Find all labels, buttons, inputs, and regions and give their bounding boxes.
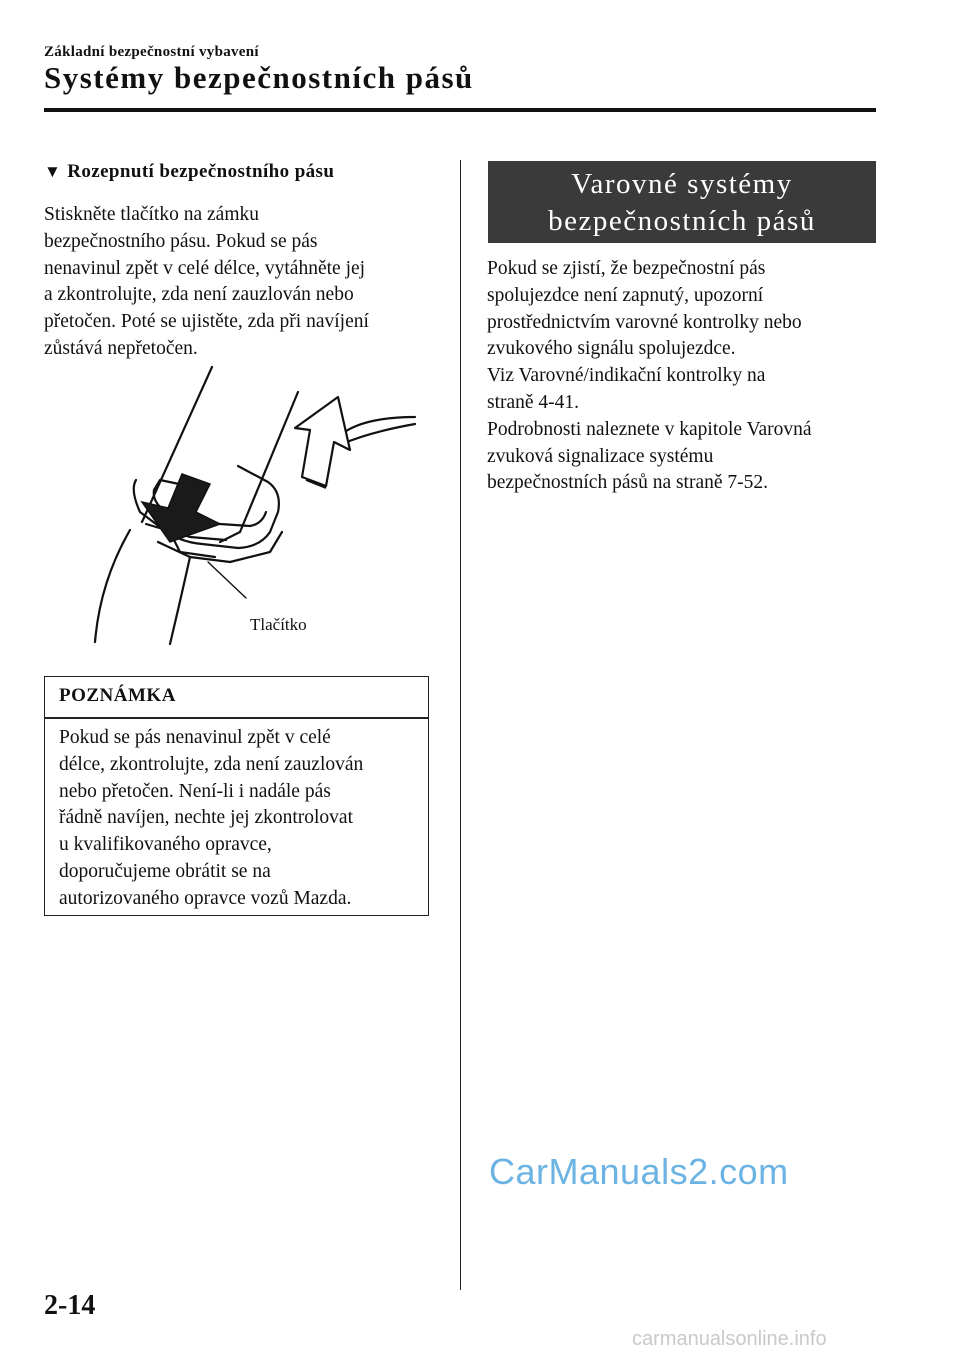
- subheading-text: Rozepnutí bezpečnostního pásu: [67, 161, 335, 182]
- chapter-title: Systémy bezpečnostních pásů: [44, 60, 474, 95]
- paragraph-line: spolujezdce není zapnutý, upozorní: [487, 284, 764, 306]
- banner-line: bezpečnostních pásů: [548, 205, 816, 237]
- paragraph-line: přetočen. Poté se ujistěte, zda při navíjení: [44, 311, 369, 333]
- section-label: Základní bezpečnostní vybavení: [44, 44, 259, 60]
- note-text: [59, 725, 419, 913]
- note-line: u kvalifikovaného opravce,: [59, 834, 272, 856]
- page-number: 2-14: [44, 1290, 96, 1321]
- paragraph-line: bezpečnostních pásů na straně 7-52.: [487, 472, 769, 494]
- paragraph-line: Pokud se zjistí, že bezpečnostní pás: [487, 258, 766, 279]
- instructions-paragraph: [44, 202, 444, 363]
- note-line: Pokud se pás nenavinul zpět v celé: [59, 727, 331, 748]
- column-divider: [460, 160, 461, 1290]
- note-line: autorizovaného opravce vozů Mazda.: [59, 887, 352, 909]
- buckle-drawing: [70, 362, 450, 652]
- note-line: doporučujeme obrátit se na: [59, 860, 271, 882]
- note-title-rule: [45, 717, 428, 719]
- triangle-bullet-icon: ▼: [44, 162, 62, 181]
- subheading: [44, 161, 334, 183]
- paragraph-line: bezpečnostního pásu. Pokud se pás: [44, 230, 318, 252]
- footer-site-watermark: carmanualsonline.info: [632, 1328, 827, 1350]
- paragraph-line: Podrobnosti naleznete v kapitole Varovná: [487, 418, 812, 440]
- paragraph-line: zvukového signálu spolujezdce.: [487, 338, 736, 360]
- paragraph-line: nenavinul zpět v celé délce, vytáhněte jej: [44, 257, 366, 279]
- note-line: délce, zkontrolujte, zda není zauzlován: [59, 753, 364, 775]
- header-rule: [44, 108, 876, 112]
- section-banner: [488, 161, 876, 243]
- paragraph-line: a zkontrolujte, zda není zauzlován nebo: [44, 284, 354, 306]
- banner-line: Varovné systémy: [571, 168, 793, 200]
- note-title: POZNÁMKA: [59, 685, 176, 706]
- paragraph-line: prostřednictvím varovné kontrolky nebo: [487, 311, 802, 333]
- note-line: řádně navíjen, nechte jej zkontrolovat: [59, 807, 354, 829]
- watermark-logo: CarManuals2.com: [489, 1151, 789, 1192]
- seatbelt-buckle-illustration: [70, 362, 450, 652]
- warning-paragraph: [487, 256, 887, 497]
- paragraph-line: zůstává nepřetočen.: [44, 337, 198, 359]
- note-box: [44, 676, 429, 916]
- paragraph-line: Viz Varovné/indikační kontrolky na: [487, 365, 766, 387]
- paragraph-line: straně 4-41.: [487, 391, 580, 413]
- note-line: nebo přetočen. Není-li i nadále pás: [59, 780, 331, 802]
- figure-callout-label: Tlačítko: [250, 615, 307, 634]
- paragraph-line: zvuková signalizace systému: [487, 445, 714, 467]
- paragraph-line: Stiskněte tlačítko na zámku: [44, 204, 259, 225]
